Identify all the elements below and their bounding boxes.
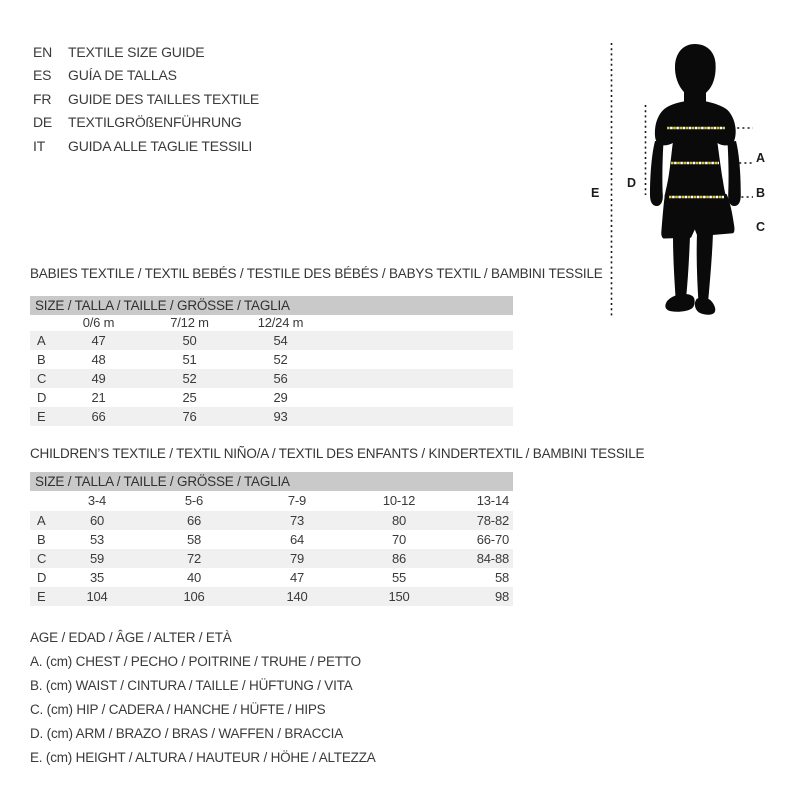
column-header: 5-6	[184, 493, 204, 508]
table-cell: 150	[388, 589, 410, 604]
empty-corner-cell	[30, 491, 52, 511]
table-cell: 55	[391, 570, 407, 585]
language-label: GUIDE DES TAILLES TEXTILE	[68, 90, 260, 107]
filler-cell	[326, 350, 513, 369]
table-cell: 79	[289, 551, 305, 566]
table-cell: 58	[186, 532, 202, 547]
head-shape	[675, 44, 716, 98]
children-size-header-bar: SIZE / TALLA / TAILLE / GRÖSSE / TAGLIA	[30, 472, 513, 491]
legend-line-waist: B. (cm) WAIST / CINTURA / TAILLE / HÜFTUNG / VITA	[30, 678, 353, 693]
right-leg-shape	[697, 233, 713, 300]
table-cell: 21	[91, 390, 106, 405]
table-row	[30, 587, 513, 606]
right-shoe-shape	[695, 298, 715, 315]
language-label: GUIDA ALLE TAGLIE TESSILI	[68, 137, 253, 154]
table-cell: 64	[289, 532, 305, 547]
language-row-de	[33, 111, 259, 134]
left-arm-shape	[650, 141, 664, 206]
table-row	[30, 530, 513, 549]
legend-line-hip: C. (cm) HIP / CADERA / HANCHE / HÜFTE / HIPS	[30, 702, 326, 717]
table-cell: 140	[286, 589, 308, 604]
table-row	[30, 549, 513, 568]
row-label: B	[37, 352, 46, 367]
table-cell: 47	[289, 570, 305, 585]
language-code: IT	[33, 137, 46, 154]
measurement-figure	[585, 30, 795, 328]
language-code: DE	[33, 114, 53, 131]
left-shoe-shape	[665, 294, 694, 312]
tshirt-shape	[655, 101, 736, 197]
babies-table	[30, 296, 513, 426]
language-label: TEXTILE SIZE GUIDE	[68, 44, 205, 60]
table-cell: 66-70	[476, 532, 509, 547]
table-cell: 52	[273, 352, 288, 367]
row-label: A	[37, 513, 46, 528]
table-cell: 60	[89, 513, 105, 528]
children-section-title: CHILDREN’S TEXTILE / TEXTIL NIÑO/A / TEXTIL DES ENFANTS / KINDERTEXTIL / BAMBINI TESSILE	[30, 446, 645, 461]
filler-cell	[326, 407, 513, 426]
row-label: C	[37, 551, 47, 566]
babies-column-headers	[30, 315, 513, 331]
table-cell: 70	[391, 532, 407, 547]
filler-cell	[326, 388, 513, 407]
table-cell: 50	[182, 333, 197, 348]
table-cell: 35	[89, 570, 105, 585]
column-header: 13-14	[476, 493, 509, 508]
row-label: A	[37, 333, 46, 348]
table-cell: 66	[186, 513, 202, 528]
table-row	[30, 331, 513, 350]
column-header: 7-9	[287, 493, 307, 508]
figure-label-chest: A	[756, 151, 766, 165]
table-cell: 93	[273, 409, 288, 424]
row-label: D	[37, 570, 47, 585]
language-list	[33, 41, 259, 158]
table-cell: 98	[494, 589, 509, 604]
children-table	[30, 472, 513, 606]
left-leg-shape	[673, 237, 690, 298]
table-row	[30, 568, 513, 587]
column-header: 10-12	[382, 493, 416, 508]
table-cell: 104	[86, 589, 108, 604]
column-header: 7/12 m	[170, 315, 209, 330]
table-cell: 40	[186, 570, 202, 585]
table-cell: 84-88	[476, 551, 509, 566]
table-row	[30, 350, 513, 369]
row-label: B	[37, 532, 46, 547]
table-cell: 25	[182, 390, 197, 405]
table-cell: 51	[182, 352, 197, 367]
babies-section-title: BABIES TEXTILE / TEXTIL BEBÉS / TESTILE DES BÉBÉS / BABYS TEXTIL / BAMBINI TESSILE	[30, 266, 603, 281]
table-cell: 86	[391, 551, 407, 566]
figure-label-height: E	[591, 186, 600, 200]
child-silhouette-diagram	[585, 30, 795, 328]
table-cell: 56	[273, 371, 288, 386]
legend-line-height: E. (cm) HEIGHT / ALTURA / HAUTEUR / HÖHE / ALTEZZA	[30, 750, 376, 765]
column-header: 3-4	[87, 493, 107, 508]
figure-label-hip: C	[756, 220, 766, 234]
table-cell: 54	[273, 333, 288, 348]
empty-corner-cell	[30, 315, 53, 331]
filler-cell	[326, 369, 513, 388]
child-silhouette	[650, 44, 741, 315]
filler-cell	[326, 315, 513, 331]
language-row-es	[33, 64, 259, 87]
table-cell: 73	[289, 513, 305, 528]
table-cell: 53	[89, 532, 105, 547]
language-row-it	[33, 135, 259, 158]
shorts-shape	[661, 194, 734, 239]
table-cell: 48	[91, 352, 106, 367]
figure-label-waist: B	[756, 186, 766, 200]
row-label: D	[37, 390, 47, 405]
language-code: EN	[33, 44, 53, 60]
row-label: E	[37, 409, 46, 424]
filler-cell	[326, 331, 513, 350]
row-label: E	[37, 589, 46, 604]
figure-label-arm: D	[627, 176, 637, 190]
legend-line-age: AGE / EDAD / ÂGE / ALTER / ETÀ	[30, 630, 232, 645]
table-cell: 52	[182, 371, 197, 386]
table-row	[30, 369, 513, 388]
column-header: 0/6 m	[82, 315, 115, 330]
right-arm-shape	[728, 141, 741, 206]
children-column-headers	[30, 491, 513, 511]
table-cell: 59	[89, 551, 105, 566]
table-cell: 66	[91, 409, 106, 424]
table-cell: 72	[186, 551, 202, 566]
table-row	[30, 407, 513, 426]
table-cell: 76	[182, 409, 197, 424]
column-header: 12/24 m	[257, 315, 304, 330]
table-cell: 58	[494, 570, 509, 585]
language-label: GUÍA DE TALLAS	[68, 67, 177, 84]
table-cell: 29	[273, 390, 288, 405]
table-cell: 47	[91, 333, 106, 348]
language-code: FR	[33, 90, 52, 107]
legend-line-arm: D. (cm) ARM / BRAZO / BRAS / WAFFEN / BRACCIA	[30, 726, 344, 741]
row-label: C	[37, 371, 47, 386]
table-cell: 49	[91, 371, 106, 386]
language-label: TEXTILGRÖßENFÜHRUNG	[68, 114, 242, 131]
legend-line-chest: A. (cm) CHEST / PECHO / POITRINE / TRUHE / PETTO	[30, 654, 361, 669]
measurement-legend	[30, 626, 376, 770]
table-row	[30, 388, 513, 407]
table-cell: 106	[183, 589, 205, 604]
table-cell: 78-82	[476, 513, 509, 528]
table-row	[30, 511, 513, 530]
babies-size-header-bar: SIZE / TALLA / TAILLE / GRÖSSE / TAGLIA	[30, 296, 513, 315]
language-row-en	[33, 41, 259, 64]
language-code: ES	[33, 67, 52, 84]
table-cell: 80	[391, 513, 407, 528]
language-row-fr	[33, 88, 259, 111]
